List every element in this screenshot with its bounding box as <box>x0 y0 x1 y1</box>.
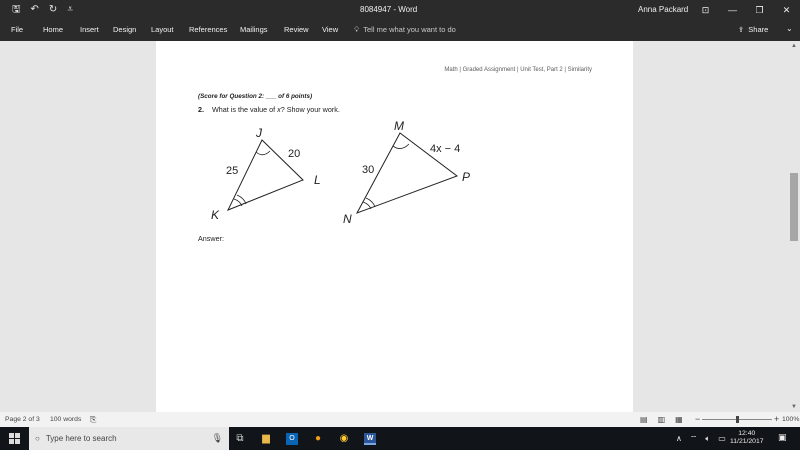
taskbar-search[interactable] <box>29 427 229 450</box>
firefox-icon[interactable]: ● <box>314 432 322 444</box>
vertex-j: J <box>256 126 262 140</box>
document-canvas <box>0 41 788 412</box>
word-taskbar-icon[interactable]: W <box>364 433 376 445</box>
print-layout-icon[interactable]: ▥ <box>657 415 666 424</box>
side-mp-label: 4x − 4 <box>430 143 461 155</box>
share-button[interactable] <box>738 25 768 34</box>
tray-overflow-icon[interactable]: ∧ <box>676 434 682 443</box>
angle-j-arc <box>256 151 270 155</box>
proofing-icon[interactable]: ⎘ <box>90 415 97 424</box>
outlook-icon[interactable]: O <box>286 433 298 445</box>
tell-me-box[interactable] <box>354 25 456 35</box>
redo-icon[interactable]: ↻ <box>48 4 58 15</box>
task-view-icon[interactable]: ⧉ <box>236 432 244 444</box>
tab-references[interactable]: References <box>189 25 228 34</box>
tab-review[interactable]: Review <box>284 25 309 34</box>
user-name[interactable]: Anna Packard <box>638 5 689 14</box>
chrome-icon[interactable]: ◉ <box>339 432 349 444</box>
tab-design[interactable]: Design <box>113 25 137 34</box>
vertex-n: N <box>343 212 352 226</box>
clock[interactable] <box>730 430 764 447</box>
side-jl-label: 20 <box>288 148 301 160</box>
clock-date: 11/21/2017 <box>730 438 764 446</box>
answer-label: Answer: <box>198 234 224 243</box>
angle-m-arc <box>393 144 409 149</box>
system-tray <box>676 427 726 450</box>
view-buttons <box>640 415 683 424</box>
file-explorer-icon[interactable]: ▆ <box>262 432 270 444</box>
scroll-up-icon[interactable]: ▲ <box>791 43 797 49</box>
web-layout-icon[interactable]: ▦ <box>675 415 683 424</box>
zoom-out-icon[interactable]: − <box>695 414 701 424</box>
taskbar <box>0 427 800 450</box>
tab-layout[interactable]: Layout <box>151 25 174 34</box>
search-placeholder: Type here to search <box>45 434 117 443</box>
quick-access-toolbar <box>0 5 120 15</box>
action-center-icon[interactable]: ▣ <box>778 432 787 442</box>
scroll-down-icon[interactable]: ▼ <box>791 404 797 410</box>
save-icon[interactable]: 🖫 <box>12 4 21 15</box>
side-mn-label: 30 <box>362 164 375 176</box>
question-text: What is the value of x? Show your work. <box>212 105 340 114</box>
status-bar <box>0 412 800 427</box>
similar-triangles-figure <box>156 41 633 241</box>
undo-icon[interactable]: ↶ <box>30 4 39 15</box>
tab-home[interactable]: Home <box>43 25 64 34</box>
vertical-scrollbar[interactable] <box>788 41 800 412</box>
ribbon-display-options-icon[interactable]: ⊡ <box>701 4 710 15</box>
tab-view[interactable]: View <box>322 25 339 34</box>
network-icon[interactable]: ⌔ <box>689 433 698 443</box>
question-number: 2. <box>198 105 204 114</box>
share-label: Share <box>748 25 769 34</box>
expand-ribbon-icon[interactable]: ⌄ <box>786 24 793 33</box>
microphone-icon[interactable]: 🎙︎ <box>211 433 223 443</box>
lightbulb-icon: 💡︎ <box>354 25 360 34</box>
vertex-p: P <box>462 170 471 184</box>
window-controls <box>692 0 800 20</box>
document-title: 8084947 - Word <box>360 5 418 14</box>
word-count[interactable]: 100 words <box>50 416 82 423</box>
clock-time: 12:40 <box>738 430 756 437</box>
title-bar <box>0 0 800 20</box>
zoom-slider[interactable] <box>702 419 772 420</box>
volume-icon[interactable]: 🔈︎ <box>705 433 711 443</box>
vertex-m: M <box>394 119 404 133</box>
ribbon-tabs <box>0 20 800 41</box>
zoom-level[interactable]: 100% <box>782 416 800 423</box>
side-jk-label: 25 <box>226 165 239 177</box>
search-icon: ○ <box>35 434 40 443</box>
windows-logo-icon <box>9 433 20 444</box>
scrollbar-thumb[interactable] <box>790 173 798 241</box>
page-count[interactable]: Page 2 of 3 <box>5 416 40 423</box>
share-icon: ⇪ <box>738 25 745 34</box>
score-line: (Score for Question 2: ___ of 6 points) <box>198 93 313 100</box>
read-mode-icon[interactable]: ▤ <box>640 415 648 424</box>
taskbar-apps <box>234 427 376 450</box>
page-header: Math | Graded Assignment | Unit Test, Part 2 | Similarity <box>444 67 592 73</box>
zoom-in-icon[interactable]: + <box>774 414 780 424</box>
vertex-k: K <box>211 208 220 222</box>
customize-qat-icon[interactable]: ⩡ <box>67 4 73 15</box>
close-icon[interactable]: ✕ <box>782 4 791 15</box>
angle-k-arc-2 <box>237 195 246 204</box>
tab-insert[interactable]: Insert <box>80 25 99 34</box>
restore-icon[interactable]: ❐ <box>755 4 764 15</box>
zoom-slider-knob[interactable] <box>736 416 739 423</box>
start-button[interactable] <box>0 427 29 450</box>
angle-n-arc-2 <box>366 198 375 207</box>
document-page[interactable] <box>156 41 633 412</box>
tab-file[interactable]: File <box>11 25 24 34</box>
keyboard-icon[interactable]: ▭ <box>718 434 726 443</box>
vertex-l: L <box>314 173 321 187</box>
tab-mailings[interactable]: Mailings <box>240 25 268 34</box>
tell-me-placeholder: Tell me what you want to do <box>363 25 456 34</box>
minimize-icon[interactable]: — <box>728 5 737 15</box>
